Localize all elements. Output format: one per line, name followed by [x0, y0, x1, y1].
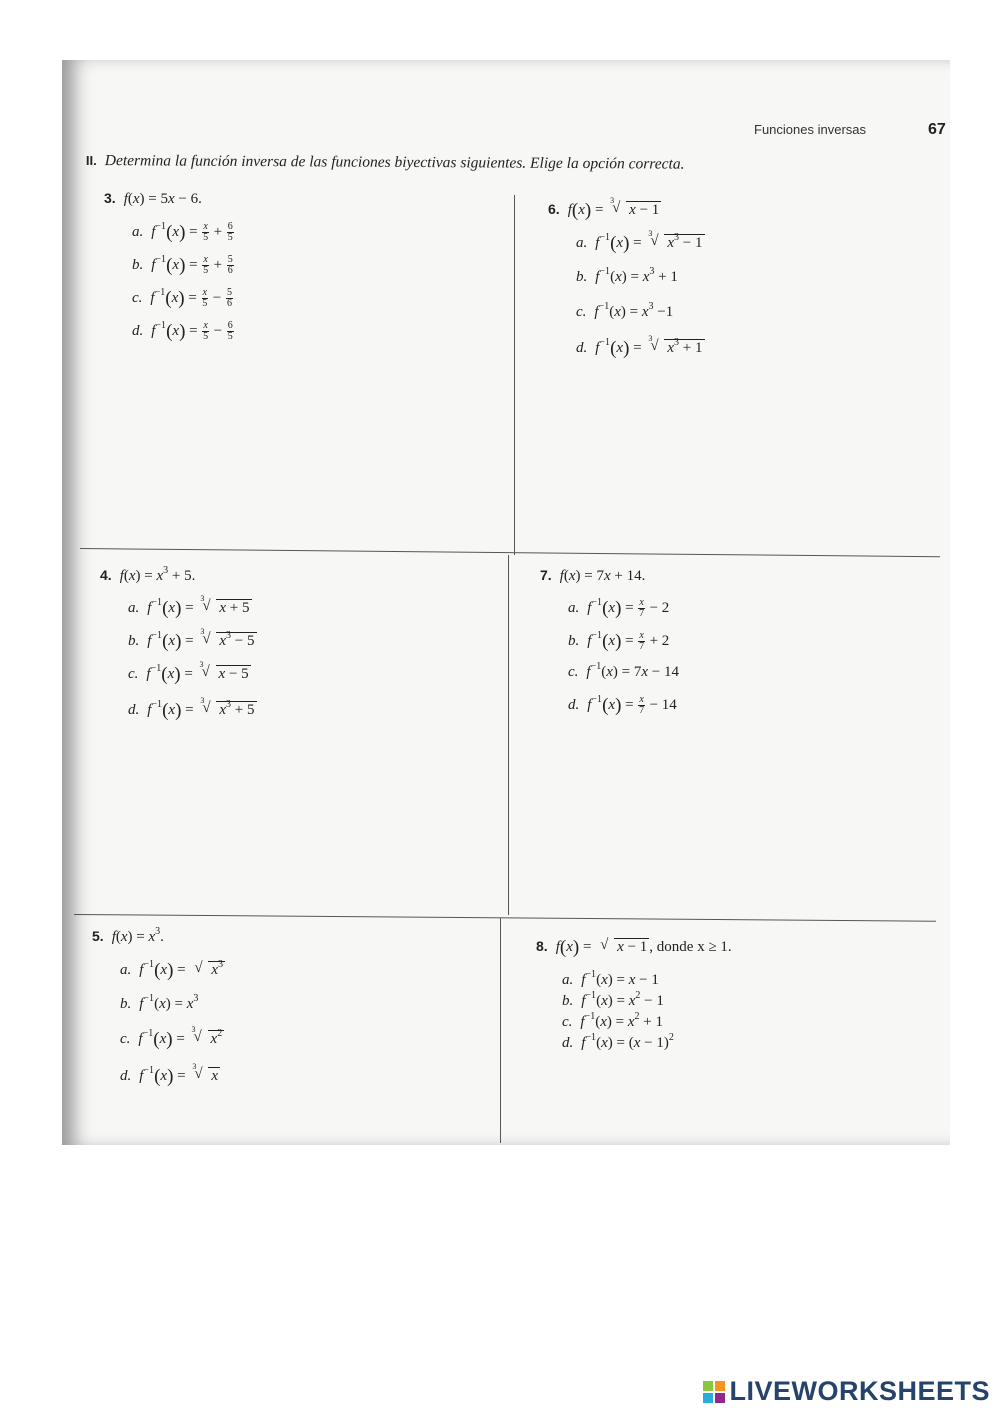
- grid-divider-vertical-middle: [508, 555, 509, 915]
- problem-8-condition: , donde x ≥ 1.: [649, 939, 732, 955]
- logo-square-purple: [715, 1393, 725, 1403]
- problem-3-option-b[interactable]: b. $f^{-1}(x)$ = $\frac{x}{5}$ + $\frac{5}{6}$: [132, 254, 233, 277]
- problem-8-option-c[interactable]: c. $f^{-1}(x) = x^2 + 1$: [562, 1011, 664, 1030]
- problem-4-option-c[interactable]: c. $f^{-1}(x)$ = 3 √ x − 5: [128, 660, 249, 685]
- problem-6-option-c[interactable]: c. $f^{-1}(x) = x^3 -1$: [576, 301, 674, 320]
- logo-square-orange: [715, 1381, 725, 1391]
- logo-square-blue: [703, 1393, 713, 1403]
- problem-5-option-d[interactable]: d. $f^{-1}(x)$ = 3 √ x: [120, 1062, 219, 1087]
- liveworksheets-logo[interactable]: [703, 1376, 990, 1407]
- problem-7-statement: 7. f(x) = 7x + 14.: [540, 567, 646, 584]
- problem-3-option-a[interactable]: a. $f^{-1}(x)$ = $\frac{x}{5}$ + $\frac{6}{5}$: [132, 221, 233, 244]
- problem-3-statement: 3. f(x) = 5x − 6.: [104, 190, 202, 207]
- logo-square-green: [703, 1381, 713, 1391]
- section-title: Funciones inversas: [754, 122, 866, 137]
- problem-6: [548, 196, 661, 222]
- problem-8-option-a[interactable]: a. $f^{-1}(x) = x - 1$: [562, 969, 659, 988]
- problem-7-option-a[interactable]: a. $f^{-1}(x)$ = $\frac{x}{7}$ − 2: [568, 597, 670, 620]
- problem-8-option-b[interactable]: b. $f^{-1}(x) = x^2 - 1$: [562, 990, 664, 1009]
- problem-5-option-c[interactable]: c. $f^{-1}(x)$ = 3 √ $x^2$: [120, 1025, 223, 1050]
- grid-divider-vertical-top: [514, 195, 515, 555]
- liveworksheets-logo-icon: [703, 1381, 725, 1403]
- problem-8-option-d[interactable]: d. $f^{-1}(x) = (x - 1)^2$: [562, 1032, 674, 1051]
- instruction-sentence: Determina la función inversa de las funciones biyectivas siguientes. Elige la opción correcta.: [104, 152, 685, 173]
- page-number: 67: [928, 121, 946, 138]
- problem-6-statement: 6. f(x) = 3 √ x − 1: [548, 196, 660, 221]
- problem-6-option-b[interactable]: b. $f^{-1}(x) = x^3 + 1$: [576, 266, 678, 285]
- problem-8-statement: 8. f(x) = √ x − 1 , donde x ≥ 1.: [536, 937, 732, 958]
- problem-7-option-b[interactable]: b. $f^{-1}(x)$ = $\frac{x}{7}$ + 2: [568, 630, 670, 653]
- problem-5-statement: 5. $f(x) = x^3$.: [92, 926, 164, 945]
- problem-4-option-b[interactable]: b. $f^{-1}(x)$ = 3 √ $x^3 - 5$: [128, 627, 255, 652]
- liveworksheets-logo-text: LIVEWORKSHEETS: [729, 1376, 990, 1406]
- problem-5-option-a[interactable]: a. $f^{-1}(x)$ = √ $x^3$: [120, 959, 224, 981]
- section-roman-numeral: II.: [85, 152, 97, 169]
- problem-3-option-d[interactable]: d. $f^{-1}(x)$ = $\frac{x}{5}$ − $\frac{6}{5}$: [132, 320, 233, 343]
- problem-6-option-d[interactable]: d. $f^{-1}(x)$ = 3 √ $x^3 + 1$: [576, 334, 703, 359]
- problem-4: [100, 567, 195, 585]
- problem-8: [536, 937, 732, 959]
- problem-7-option-d[interactable]: d. $f^{-1}(x)$ = $\frac{x}{7}$ − 14: [568, 694, 677, 717]
- problem-7: [540, 567, 645, 585]
- grid-divider-vertical-bottom: [500, 918, 501, 1143]
- problem-6-option-a[interactable]: a. $f^{-1}(x)$ = 3 √ $x^3 - 1$: [576, 229, 703, 254]
- problem-4-option-d[interactable]: d. $f^{-1}(x)$ = 3 √ $x^3 + 5$: [128, 696, 255, 721]
- problem-3: [104, 190, 202, 208]
- problem-3-option-c[interactable]: c. $f^{-1}(x)$ = $\frac{x}{5}$ − $\frac{5}{6}$: [132, 287, 232, 310]
- problem-4-option-a[interactable]: a. $f^{-1}(x)$ = 3 √ x + 5: [128, 594, 250, 619]
- problem-5: [92, 928, 164, 946]
- problem-4-statement: 4. $f(x) = x^3 + 5$.: [100, 565, 196, 584]
- problem-7-option-c[interactable]: c. $f^{-1}(x) = 7x - 14$: [568, 661, 680, 680]
- problem-5-option-b[interactable]: b. $f^{-1}(x) = x^3$: [120, 993, 199, 1012]
